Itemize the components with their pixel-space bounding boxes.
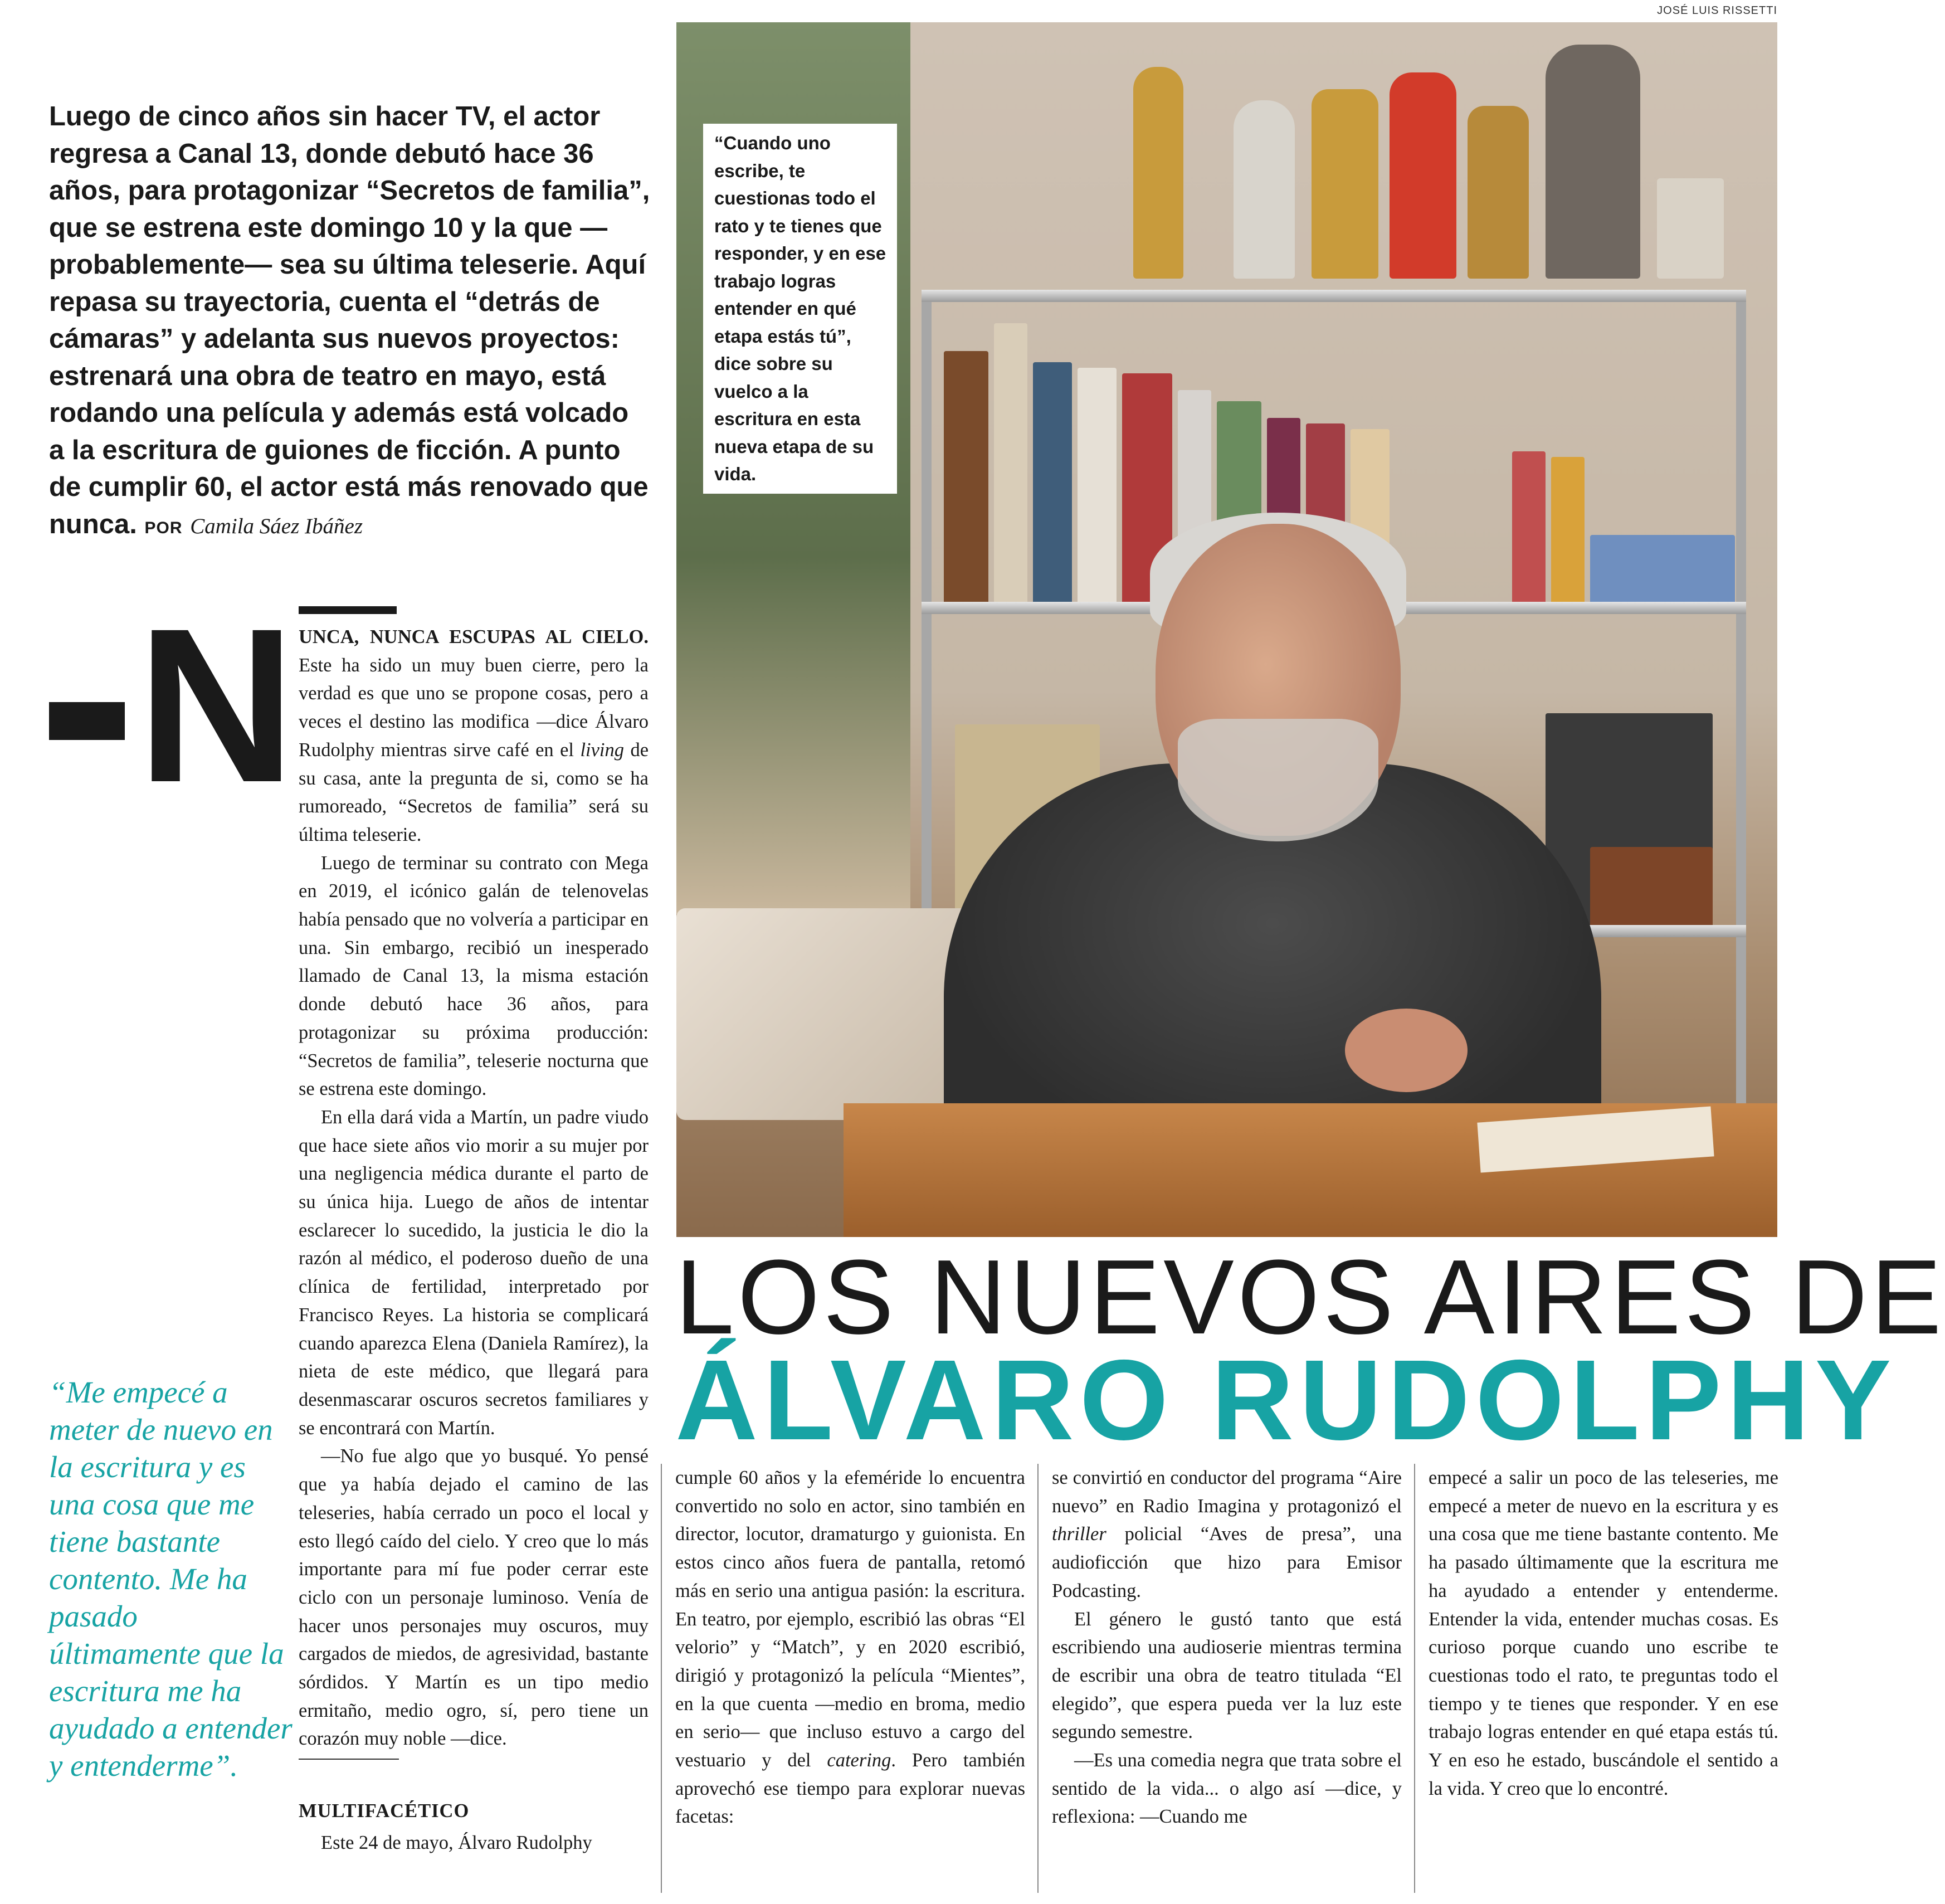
col3-text-end: policial “Aves de presa”, una audioficción que hizo para Emisor Podcasting.	[1052, 1523, 1402, 1601]
italic-living: living	[580, 739, 625, 761]
byline-author: Camila Sáez Ibáñez	[190, 514, 363, 538]
headline-line-1: LOS NUEVOS AIRES DE	[675, 1238, 1945, 1356]
pull-quote: “Me empecé a meter de nuevo en la escritura y es una cosa que me tiene bastante contento. Me ha pasado últimamente que la escritura me ha ayudado a entender y entenderme”.	[49, 1375, 293, 1783]
paragraph-2: Luego de terminar su contrato con Mega en 2019, el icónico galán de telenovelas había pensado que no volvería a participar en una. Sin embargo, recibió un inesperado llamado de Canal 13, la misma estación donde debutó hace 36 años, para protagonizar su próxima producción: “Secretos de familia”, teleserie nocturna que se estrena este domingo.	[299, 852, 649, 1100]
body-column-4	[1429, 1464, 1778, 1803]
body-column-2	[675, 1464, 1025, 1831]
paragraph-3: En ella dará vida a Martín, un padre viudo que hace siete años vio morir a su mujer por una negligencia médica durante el parto de su única hija. Luego de años de intentar esclarecer lo sucedido, la justicia le dio la razón al médico, el poderoso dueño de una clínica de fertilidad, interpretado por Francisco Reyes. La historia se complicará cuando aparezca Elena (Daniela Ramírez), la nieta de este médico, que llegará para desenmascarar oscuros secretos familiares y se encontrará con Martín.	[299, 1106, 649, 1439]
byline-label: POR	[144, 518, 183, 537]
col2-text: cumple 60 años y la efeméride lo encuentra convertido no solo en actor, sino también en director, locutor, dramaturgo y guionista. En estos cinco años fuera de pantalla, retomó más en serio una antigua pasión: la escritura. En teatro, por ejemplo, escribió las obras “El velorio” y “Match”, y en 2020 escribió, dirigió y protagonizó la película “Mientes”, en la que cuenta —medio en broma, medio en serio— que incluso estuvo a cargo del vestuario y del	[675, 1467, 1025, 1771]
drop-cap-dash	[49, 702, 125, 740]
column-top-rule	[299, 606, 397, 614]
col2-text-end: . Pero también aprovechó ese tiempo para explorar nuevas facetas:	[675, 1750, 1026, 1828]
section-divider	[299, 1759, 399, 1760]
col3-paragraph-3: —Es una comedia negra que trata sobre el sentido de la vida... o algo así —dice, y reflexiona: —Cuando me	[1052, 1750, 1402, 1828]
photo-caption-quote: “Cuando uno escribe, te cuestionas todo el rato y te tienes que responder, y en ese trabajo logras entender en qué etapa estás tú”, dice sobre su vuelco a la escritura en esta nueva etapa de su vida.	[703, 124, 897, 494]
body-column-1	[299, 623, 649, 1753]
lead-text: Luego de cinco años sin hacer TV, el actor regresa a Canal 13, donde debutó hace 36 años, para protagonizar “Secretos de familia”, que se estrena este domingo 10 y la que —probablemente— sea su última teleserie. Aquí repasa su trayectoria, cuenta el “detrás de cámaras” y adelanta sus nuevos proyectos: estrenará una obra de teatro en mayo, está rodando una película y además está volcado a la escritura de guiones de ficción. A punto de cumplir 60, el actor está más renovado que nunca.	[49, 101, 650, 539]
photo-hand	[1345, 1009, 1468, 1092]
photo-person-beard	[1178, 719, 1378, 841]
col3-paragraph-2: El género le gustó tanto que está escribiendo una audioserie mientras termina de escribir una obra de teatro titulada “El elegido”, que espera pueda ver la luz este segundo semestre.	[1052, 1608, 1402, 1743]
body-column-3	[1052, 1464, 1402, 1831]
italic-catering: catering	[827, 1750, 891, 1771]
column-rule-1	[661, 1464, 662, 1893]
headline-line-2: ÁLVARO RUDOLPHY	[675, 1336, 1897, 1464]
photo-laptop	[676, 908, 988, 1120]
col4-text: empecé a salir un poco de las teleseries, me empecé a meter de nuevo en la escritura y es una cosa que me tiene bastante contento. Me ha pasado últimamente que la escritura me ha ayudado a entender y entenderme. Entender la vida, entender muchas cosas. Es curioso porque cuando uno escribe te cuestionas todo el rato, te preguntas todo el tiempo y te tienes que responder. Y en ese trabajo logras entender en qué etapa estás tú. Y en eso he estado, buscándole el sentido a la vida. Y creo que lo encontré.	[1429, 1467, 1778, 1799]
paragraph-4: —No fue algo que yo busqué. Yo pensé que ya había dejado el camino de las teleseries, había cerrado un poco el local y esto llegó caído del cielo. Y creo que lo más importante para mí fue poder cerrar este ciclo con un personaje luminoso. Venía de hacer unos personajes muy oscuros, muy cargados de miedos, de agresividad, bastante sórdidos. Y Martín es un tipo medio ermitaño, medio ogro, sí, pero tiene un corazón muy noble —dice.	[299, 1445, 649, 1750]
paragraph-1: Este ha sido un muy buen cierre, pero la verdad es que uno se propone cosas, pero a veces el destino las modifica —dice Álvaro Rudolphy mientras sirve café en el	[299, 654, 649, 761]
paragraph-5: Este 24 de mayo, Álvaro Rudolphy	[321, 1832, 592, 1853]
column-rule-2	[1037, 1464, 1039, 1893]
photo-credit: JOSÉ LUIS RISSETTI	[1657, 4, 1777, 17]
paragraph-1-end: de su casa, ante la pregunta de si, como se ha rumoreado, “Secretos de familia” será su última teleserie.	[299, 739, 649, 845]
column-rule-3	[1414, 1464, 1415, 1893]
opening-words: UNCA, NUNCA ESCUPAS AL CIELO.	[299, 626, 649, 647]
italic-thriller: thriller	[1052, 1523, 1106, 1545]
drop-cap: N	[137, 583, 296, 828]
article-lead	[49, 98, 651, 547]
section-subhead: MULTIFACÉTICO	[299, 1800, 470, 1822]
col3-text: se convirtió en conductor del programa “Aire nuevo” en Radio Imagina y protagonizó el	[1052, 1467, 1402, 1517]
